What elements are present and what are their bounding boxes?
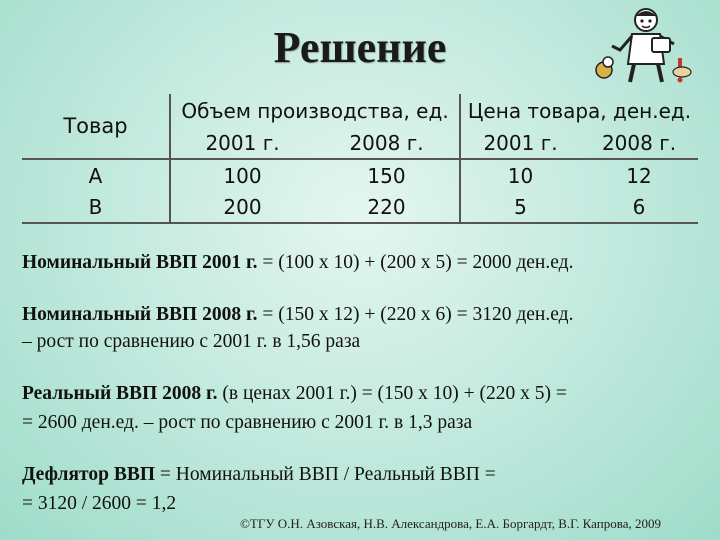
cartoon-figure-icon [590,6,694,86]
table-cell: 200 [170,191,314,223]
formula-term: Номинальный ВВП 2001 г. [22,252,258,273]
table-cell: 10 [507,163,534,188]
table-cell: 220 [314,191,460,223]
goods-header: Товар [22,94,170,159]
formula-text: (в ценах 2001 г.) = (150 х 10) + (220 х 5) = [217,383,567,404]
data-table [22,94,698,224]
table-cell: 150 [314,159,460,191]
formula-deflator [22,461,702,488]
table-cell: 100 [223,163,262,188]
table-header-row [22,94,698,127]
formula-term: Реальный ВВП 2008 г. [22,383,218,404]
formula-text: = (100 х 10) + (200 х 5) = 2000 ден.ед. [257,252,574,273]
table-cell: 6 [580,191,698,223]
price-header: Цена товара, ден.ед. [467,98,692,123]
formula-nominal-2001 [22,249,702,276]
formula-real-2008-growth: = 2600 ден.ед. – рост по сравнению с 2001 г. в 1,3 раза [22,412,473,433]
table-row [22,159,698,191]
formula-nominal-2008 [22,301,702,328]
good-name: В [22,191,170,223]
slide-title: Решение [273,23,447,72]
year-header: 2008 г. [314,127,460,159]
formula-term: Дефлятор ВВП [22,464,156,485]
formula-real-2008 [22,380,702,407]
formula-nominal-2008-growth: – рост по сравнению с 2001 г. в 1,56 раза [22,331,361,352]
table-row [22,191,698,223]
copyright-credit: ©ТГУ О.Н. Азовская, Н.В. Александрова, Е.А. Боргардт, В.Г. Капрова, 2009 [240,516,661,531]
year-header: 2001 г. [170,127,314,159]
table-cell: 12 [626,163,652,188]
formula-text: = (150 х 12) + (220 х 6) = 3120 ден.ед. [257,304,574,325]
year-header: 2001 г. [460,127,580,159]
formula-deflator-result: = 3120 / 2600 = 1,2 [22,493,177,514]
volume-header: Объем производства, ед. [170,94,460,127]
table-cell: 5 [460,191,580,223]
formula-term: Номинальный ВВП 2008 г. [22,304,258,325]
year-header: 2008 г. [580,127,698,159]
formula-text: = Номинальный ВВП / Реальный ВВП = [155,464,496,485]
good-name: А [22,159,170,191]
